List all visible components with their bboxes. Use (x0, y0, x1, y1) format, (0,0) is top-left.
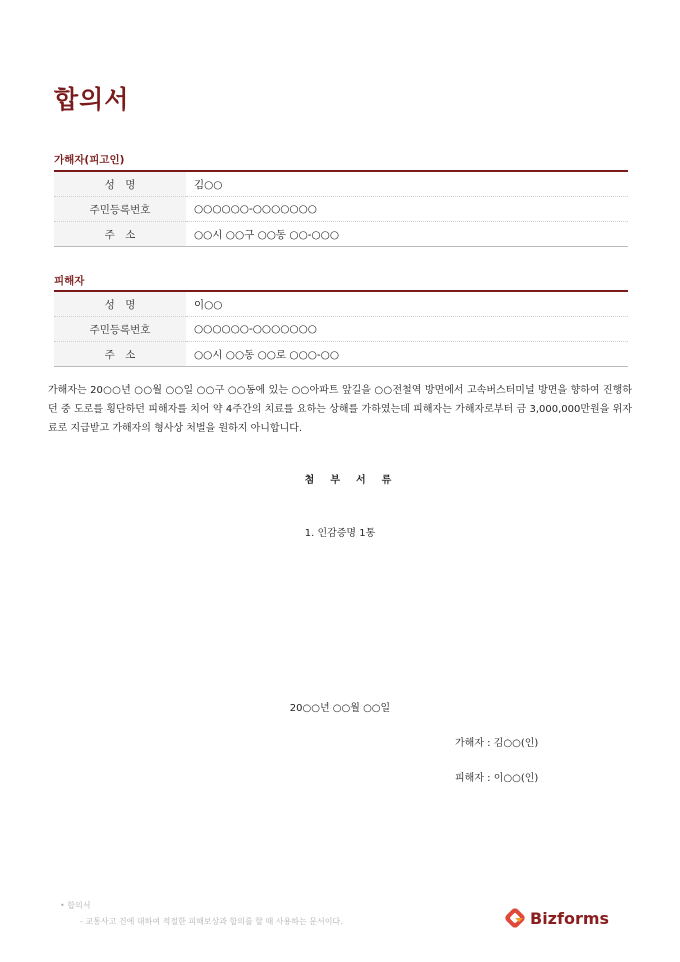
bizforms-logo (504, 907, 609, 929)
offender-id-label: 주민등록번호 (54, 197, 186, 222)
agreement-body-text: 가해자는 20○○년 ○○월 ○○일 ○○구 ○○동에 있는 ○○아파트 앞길을 ○○전철역 방면에서 고속버스터미널 방면을 향하여 진행하던 중 도로를 횡단하던 피해자를 치어 약 4주간의 치료를 요하는 상해를 가하였는데 피해자는 가해자로부터 금 3,000,000만원을 위자료로 지급받고 가해자의 형사상 처벌을 원하지 아니합니다. (48, 385, 632, 434)
offender-name-label: 성 명 (54, 171, 186, 197)
victim-section-label: 피해자 (54, 275, 85, 287)
table-row (54, 291, 628, 317)
offender-info-table (54, 170, 628, 247)
table-row (54, 197, 628, 222)
agreement-date: 20○○년 ○○월 ○○일 (289, 703, 391, 714)
table-row (54, 317, 628, 342)
victim-name-value: 이○○ (194, 298, 223, 311)
table-row (54, 342, 628, 367)
document-title: 합의서 (54, 85, 130, 114)
attachments-heading: 첨부서류 (304, 475, 408, 486)
victim-signature: 피해자 : 이○○(인) (455, 773, 539, 784)
footer-doc-name: • 합의서 (60, 901, 91, 910)
table-row (54, 222, 628, 247)
victim-address-label: 주 소 (54, 342, 186, 367)
bizforms-logo-text: Bizforms (530, 908, 610, 928)
bizforms-logo-icon (504, 907, 526, 929)
victim-address-value: ○○시 ○○동 ○○로 ○○○-○○ (186, 342, 628, 367)
footer-note (60, 898, 343, 930)
offender-address-label: 주 소 (54, 222, 186, 247)
victim-info-table (54, 290, 628, 367)
attachment-item: 1. 인감증명 1통 (304, 528, 376, 539)
offender-address-value: ○○시 ○○구 ○○동 ○○-○○○ (186, 222, 628, 247)
victim-name-label: 성 명 (54, 291, 186, 317)
victim-id-value: ○○○○○○-○○○○○○○ (186, 317, 628, 342)
footer-description: - 교통사고 건에 대하여 적절한 피해보상과 합의를 할 때 사용하는 문서이다. (80, 917, 343, 926)
offender-name-value: 김○○ (194, 178, 223, 191)
offender-section-label: 가해자(피고인) (54, 154, 125, 166)
offender-signature: 가해자 : 김○○(인) (455, 738, 539, 749)
table-row (54, 171, 628, 197)
offender-id-value: ○○○○○○-○○○○○○○ (186, 197, 628, 222)
victim-id-label: 주민등록번호 (54, 317, 186, 342)
